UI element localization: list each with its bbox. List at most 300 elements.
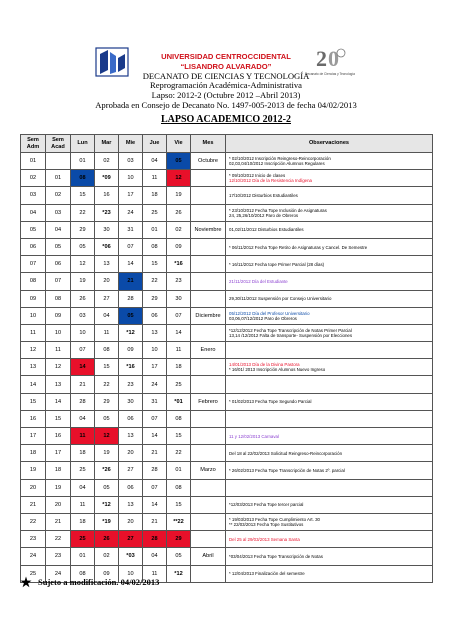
mes-cell xyxy=(191,256,226,273)
day-cell-vie: 07 xyxy=(167,307,191,324)
day-cell-mar: 19 xyxy=(95,445,119,462)
day-cell-vie: *16 xyxy=(167,256,191,273)
day-cell-vie: 19 xyxy=(167,187,191,204)
observation-line: 21/11/2012 Día del Estudiante xyxy=(229,278,288,284)
observaciones-cell xyxy=(226,256,433,273)
sem-adm-cell: 15 xyxy=(21,393,46,410)
day-cell-vie: 26 xyxy=(167,204,191,221)
table-row xyxy=(21,531,433,548)
observation-line: 05/12/2012 Día del Profesor Universitario xyxy=(229,310,310,316)
day-cell-lun: 07 xyxy=(71,342,95,359)
sem-adm-cell: 14 xyxy=(21,376,46,393)
mes-cell: Octubre xyxy=(191,153,226,170)
table-body xyxy=(21,153,433,583)
mes-cell: Diciembre xyxy=(191,307,226,324)
observaciones-cell xyxy=(226,238,433,255)
observaciones-cell xyxy=(226,462,433,479)
mie-header: Mie xyxy=(119,135,143,153)
observaciones-cell xyxy=(226,359,433,376)
mes-cell xyxy=(191,428,226,445)
day-cell-mie: 23 xyxy=(119,376,143,393)
day-cell-jue: 11 xyxy=(143,565,167,582)
star-bullet-icon xyxy=(20,576,32,588)
day-cell-mar: 05 xyxy=(95,410,119,427)
sem-adm-cell: 17 xyxy=(21,428,46,445)
day-cell-jue: 04 xyxy=(143,548,167,565)
day-cell-lun: 08 xyxy=(71,170,95,187)
table-row xyxy=(21,256,433,273)
day-cell-vie: 02 xyxy=(167,221,191,238)
sem-acad-cell: 21 xyxy=(46,513,71,530)
day-cell-lun: 25 xyxy=(71,462,95,479)
mes-cell xyxy=(191,531,226,548)
day-cell-lun: 12 xyxy=(71,256,95,273)
table-row xyxy=(21,324,433,341)
day-cell-jue: 28 xyxy=(143,462,167,479)
mes-cell xyxy=(191,496,226,513)
day-cell-mar: *19 xyxy=(95,513,119,530)
sem-adm-cell: 10 xyxy=(21,307,46,324)
sem-adm-cell: 06 xyxy=(21,238,46,255)
day-cell-mar: 02 xyxy=(95,153,119,170)
observation-line: 13,14 /12/2012 Falta de transporte- Suspensión por Elecciones xyxy=(229,332,353,338)
day-cell-lun: 08 xyxy=(71,565,95,582)
document-header xyxy=(0,0,452,110)
day-cell-mar: 11 xyxy=(95,324,119,341)
sem-adm-cell: 13 xyxy=(21,359,46,376)
table-row xyxy=(21,376,433,393)
day-cell-jue: 15 xyxy=(143,256,167,273)
day-cell-jue: 08 xyxy=(143,238,167,255)
sem-acad-cell: 10 xyxy=(46,324,71,341)
sem-adm-cell: 22 xyxy=(21,513,46,530)
day-cell-mie: 28 xyxy=(119,290,143,307)
observaciones-cell xyxy=(226,513,433,530)
day-cell-jue: 24 xyxy=(143,376,167,393)
day-cell-vie: 14 xyxy=(167,324,191,341)
page-title: LAPSO ACADEMICO 2012-2 xyxy=(160,114,291,125)
table-row xyxy=(21,307,433,324)
day-cell-mie: 17 xyxy=(119,187,143,204)
day-cell-vie: 22 xyxy=(167,445,191,462)
sem-acad-cell: 12 xyxy=(46,359,71,376)
day-cell-lun: 01 xyxy=(71,548,95,565)
observation-line: 29,30/11/2012 Suspensión por Consejo Universitario xyxy=(229,296,332,302)
table-row xyxy=(21,479,433,496)
observation-line: 03,06,07/12/2012 Paro de Obreros xyxy=(229,315,297,321)
observation-line: *12/03/2013 Fecha Tope tercer parcial xyxy=(229,502,304,508)
observation-line: * 16/01/ 2013 Inscripción Alumnos Nuevo Ingreso xyxy=(229,367,326,373)
sem-adm-cell: 01 xyxy=(21,153,46,170)
observation-line: 24, 25,26/10/2012 Paro de Obreros xyxy=(229,212,299,218)
day-cell-mar: *09 xyxy=(95,170,119,187)
observaciones-cell xyxy=(226,342,433,359)
sem-acad-cell xyxy=(46,153,71,170)
day-cell-jue: 21 xyxy=(143,445,167,462)
sem-adm-cell: 20 xyxy=(21,479,46,496)
observation-line: * 26/02/2013 Fecha Tope Transcripción de Notas 2º. parcial xyxy=(229,467,345,473)
day-cell-mar: 12 xyxy=(95,428,119,445)
mes-header: Mes xyxy=(191,135,226,153)
observation-line: 11 y 12/02/2013 Carnaval xyxy=(229,433,279,439)
day-cell-jue: 31 xyxy=(143,393,167,410)
day-cell-vie: 09 xyxy=(167,238,191,255)
day-cell-mie: *03 xyxy=(119,548,143,565)
sem-adm-cell: 19 xyxy=(21,462,46,479)
sem-acad-cell: 09 xyxy=(46,307,71,324)
day-cell-jue: 13 xyxy=(143,324,167,341)
day-cell-mie: 31 xyxy=(119,221,143,238)
day-cell-mar: *23 xyxy=(95,204,119,221)
day-cell-lun: 04 xyxy=(71,410,95,427)
day-cell-jue: 28 xyxy=(143,531,167,548)
day-cell-mie: 07 xyxy=(119,238,143,255)
day-cell-mie: 13 xyxy=(119,428,143,445)
observaciones-cell xyxy=(226,393,433,410)
footer-note xyxy=(20,576,420,590)
observaciones-cell xyxy=(226,324,433,341)
day-cell-jue: 25 xyxy=(143,204,167,221)
logo-right-caption: Decanato de Ciencias y Tecnología xyxy=(305,72,355,76)
day-cell-mie: 27 xyxy=(119,462,143,479)
table-row xyxy=(21,393,433,410)
observaciones-cell xyxy=(226,290,433,307)
observation-line: Del 25 al 29/03/2013 Semana Santa xyxy=(229,536,300,542)
day-cell-mar: 20 xyxy=(95,273,119,290)
sem-acad-cell: 20 xyxy=(46,496,71,513)
day-cell-lun: 10 xyxy=(71,324,95,341)
observaciones-cell xyxy=(226,153,433,170)
day-cell-vie: 23 xyxy=(167,273,191,290)
day-cell-lun: 11 xyxy=(71,496,95,513)
sem-acad-cell: 06 xyxy=(46,256,71,273)
university-name-line2: “LISANDRO ALVARADO” xyxy=(180,61,272,71)
sem-acad-cell: 07 xyxy=(46,273,71,290)
day-cell-vie: 05 xyxy=(167,548,191,565)
day-cell-jue: 10 xyxy=(143,342,167,359)
sem-adm-cell: 04 xyxy=(21,204,46,221)
day-cell-jue: 14 xyxy=(143,496,167,513)
table-row xyxy=(21,204,433,221)
day-cell-vie: *01 xyxy=(167,393,191,410)
day-cell-jue: 04 xyxy=(143,153,167,170)
sem-acad-cell: 22 xyxy=(46,531,71,548)
observation-line: * 12/04/2013 Finalización del semestre xyxy=(229,571,305,577)
day-cell-mie: 14 xyxy=(119,256,143,273)
sem-adm-cell: 08 xyxy=(21,273,46,290)
mes-cell xyxy=(191,445,226,462)
day-cell-lun: 04 xyxy=(71,479,95,496)
university-name: UNIVERSIDAD CENTROCCIDENTAL xyxy=(161,52,291,61)
observaciones-cell xyxy=(226,496,433,513)
mes-cell xyxy=(191,290,226,307)
observation-line: *03/04/2013 Fecha Tope Transcripción de Notas xyxy=(229,553,323,559)
sem-acad-cell: 11 xyxy=(46,342,71,359)
day-cell-lun: 21 xyxy=(71,376,95,393)
sem-acad-header: Sem Acad xyxy=(46,135,71,153)
mes-cell xyxy=(191,204,226,221)
day-cell-vie: 01 xyxy=(167,462,191,479)
mes-cell xyxy=(191,324,226,341)
sem-adm-cell: 05 xyxy=(21,221,46,238)
lapso-line: Lapso: 2012-2 (Octubre 2012 –Abril 2013) xyxy=(151,90,301,101)
day-cell-mie: 27 xyxy=(119,531,143,548)
dean-office: DECANATO DE CIENCIAS Y TECNOLOGÍA xyxy=(142,70,310,81)
day-cell-jue: 29 xyxy=(143,290,167,307)
day-cell-vie: **22 xyxy=(167,513,191,530)
observaciones-cell xyxy=(226,273,433,290)
day-cell-vie: 29 xyxy=(167,531,191,548)
observaciones-cell xyxy=(226,170,433,187)
table-row xyxy=(21,548,433,565)
document-subtitle: Reprogramación Académica-Administrativa xyxy=(149,80,302,91)
observaciones-cell xyxy=(226,221,433,238)
mes-cell: Noviembre xyxy=(191,221,226,238)
observation-line: * 19/03/2013 Fecha Tope Cumplimiento Art. 30 xyxy=(229,517,320,523)
day-cell-mar: 05 xyxy=(95,479,119,496)
day-cell-vie: 15 xyxy=(167,496,191,513)
sem-adm-cell: 16 xyxy=(21,410,46,427)
day-cell-mie: 30 xyxy=(119,393,143,410)
sem-acad-cell: 18 xyxy=(46,462,71,479)
table-row xyxy=(21,273,433,290)
sem-acad-cell: 05 xyxy=(46,238,71,255)
observaciones-cell xyxy=(226,410,433,427)
sem-acad-cell: 13 xyxy=(46,376,71,393)
footer-text: Sujeto a modificación. 04/02/2013 xyxy=(38,577,160,587)
mes-cell: Marzo xyxy=(191,462,226,479)
academic-calendar-table xyxy=(20,134,433,583)
day-cell-mar: 27 xyxy=(95,290,119,307)
day-cell-vie: 08 xyxy=(167,410,191,427)
day-cell-lun: 14 xyxy=(71,359,95,376)
mes-cell xyxy=(191,187,226,204)
day-cell-lun: 03 xyxy=(71,307,95,324)
mes-cell: Enero xyxy=(191,342,226,359)
sem-acad-cell: 14 xyxy=(46,393,71,410)
sem-adm-cell: 23 xyxy=(21,531,46,548)
sem-adm-cell: 02 xyxy=(21,170,46,187)
observation-line: * 16/11/2012 Fecha tope Primer Parcial (28 días) xyxy=(229,261,325,267)
observation-line: 17/10/2012 Disturbios Estudiantiles xyxy=(229,192,298,198)
observation-line: 14/01/2013 Día de la Divina Pastora xyxy=(229,362,300,368)
table-row xyxy=(21,290,433,307)
table-row xyxy=(21,462,433,479)
day-cell-mar: 30 xyxy=(95,221,119,238)
table-row xyxy=(21,170,433,187)
day-cell-lun: 01 xyxy=(71,153,95,170)
mes-cell: Abril xyxy=(191,548,226,565)
day-cell-mie: 24 xyxy=(119,204,143,221)
sem-adm-cell: 24 xyxy=(21,548,46,565)
mes-cell xyxy=(191,273,226,290)
day-cell-mar: 02 xyxy=(95,548,119,565)
approval-line: Aprobada en Consejo de Decanato No. 1497-005-2013 de fecha 04/02/2013 xyxy=(95,99,357,110)
mes-cell xyxy=(191,479,226,496)
observation-line: * 23/10/2012 Fecha Tope Inclusión de Asignaturas xyxy=(229,207,327,213)
svg-text:2: 2 xyxy=(316,46,327,71)
observation-line: ** 22/03/2013 Fecha Tope Sustitutivos xyxy=(229,522,304,528)
table-header-row xyxy=(21,135,433,153)
observation-line: * 02/10/2012 Inscripción Reingreso-Reincorporación xyxy=(229,156,331,162)
day-cell-lun: 26 xyxy=(71,290,95,307)
mes-cell xyxy=(191,238,226,255)
day-cell-mie: 20 xyxy=(119,445,143,462)
day-cell-vie: 08 xyxy=(167,479,191,496)
day-cell-vie: 15 xyxy=(167,428,191,445)
table-row xyxy=(21,445,433,462)
sem-adm-cell: 09 xyxy=(21,290,46,307)
table-row xyxy=(21,496,433,513)
sem-acad-cell: 16 xyxy=(46,428,71,445)
observaciones-cell xyxy=(226,548,433,565)
sem-acad-cell: 24 xyxy=(46,565,71,582)
day-cell-mie: 09 xyxy=(119,342,143,359)
mes-cell xyxy=(191,170,226,187)
day-cell-mar: 29 xyxy=(95,393,119,410)
observaciones-cell xyxy=(226,479,433,496)
day-cell-vie: 25 xyxy=(167,376,191,393)
sem-acad-cell: 01 xyxy=(46,170,71,187)
day-cell-vie: 18 xyxy=(167,359,191,376)
mes-cell xyxy=(191,376,226,393)
sem-adm-cell: 07 xyxy=(21,256,46,273)
observation-line: * 09/10/2012 Inicio de clases xyxy=(229,173,286,179)
mes-cell xyxy=(191,410,226,427)
day-cell-jue: 11 xyxy=(143,170,167,187)
observation-line: Del 18 al 22/02/2013 Solicitud Reingreso-Reincorporación xyxy=(229,450,343,456)
sem-acad-cell: 08 xyxy=(46,290,71,307)
jue-header: Jue xyxy=(143,135,167,153)
day-cell-mar: 16 xyxy=(95,187,119,204)
sem-adm-cell: 21 xyxy=(21,496,46,513)
day-cell-vie: 05 xyxy=(167,153,191,170)
day-cell-mar: 09 xyxy=(95,565,119,582)
sem-acad-cell: 03 xyxy=(46,204,71,221)
vie-header: Vie xyxy=(167,135,191,153)
sem-acad-cell: 17 xyxy=(46,445,71,462)
day-cell-lun: 11 xyxy=(71,428,95,445)
mes-cell xyxy=(191,359,226,376)
day-cell-mie: *16 xyxy=(119,359,143,376)
day-cell-lun: 18 xyxy=(71,445,95,462)
day-cell-lun: 15 xyxy=(71,187,95,204)
day-cell-mar: 22 xyxy=(95,376,119,393)
observation-line: 12/10/2012 Día de la Resistencia Indígena xyxy=(229,178,312,184)
observation-line: 02,03,04/10/2012 Inscripción Alumnos Regulares xyxy=(229,161,325,167)
observation-line: *12/12/2012 Fecha Tope Transcripción de Notas Primer Parcial xyxy=(229,327,352,333)
observaciones-cell xyxy=(226,428,433,445)
observaciones-cell xyxy=(226,445,433,462)
day-cell-mar: 15 xyxy=(95,359,119,376)
lun-header: Lun xyxy=(71,135,95,153)
day-cell-mar: 08 xyxy=(95,342,119,359)
day-cell-mie: 20 xyxy=(119,513,143,530)
day-cell-mar: 04 xyxy=(95,307,119,324)
svg-text:0: 0 xyxy=(328,46,339,71)
day-cell-jue: 17 xyxy=(143,359,167,376)
day-cell-mar: *06 xyxy=(95,238,119,255)
observation-line: 01,02/11/2012 Disturbios Estudiantiles xyxy=(229,227,304,233)
day-cell-jue: 06 xyxy=(143,307,167,324)
day-cell-lun: 18 xyxy=(71,513,95,530)
table-row xyxy=(21,428,433,445)
day-cell-vie: *12 xyxy=(167,565,191,582)
day-cell-lun: 05 xyxy=(71,238,95,255)
observaciones-cell xyxy=(226,307,433,324)
observaciones-header: Observaciones xyxy=(226,135,433,153)
day-cell-mar: 26 xyxy=(95,531,119,548)
day-cell-jue: 21 xyxy=(143,513,167,530)
day-cell-jue: 01 xyxy=(143,221,167,238)
day-cell-vie: 11 xyxy=(167,342,191,359)
sem-acad-cell: 02 xyxy=(46,187,71,204)
table-row xyxy=(21,238,433,255)
day-cell-mie: *12 xyxy=(119,324,143,341)
day-cell-mar: *12 xyxy=(95,496,119,513)
day-cell-vie: 12 xyxy=(167,170,191,187)
table-row xyxy=(21,359,433,376)
observaciones-cell xyxy=(226,376,433,393)
sem-adm-cell: 11 xyxy=(21,324,46,341)
mes-cell: Febrero xyxy=(191,393,226,410)
observaciones-cell xyxy=(226,531,433,548)
day-cell-lun: 25 xyxy=(71,531,95,548)
day-cell-jue: 22 xyxy=(143,273,167,290)
day-cell-lun: 19 xyxy=(71,273,95,290)
table-row xyxy=(21,513,433,530)
day-cell-mie: 10 xyxy=(119,565,143,582)
day-cell-mie: 13 xyxy=(119,496,143,513)
day-cell-mie: 05 xyxy=(119,307,143,324)
day-cell-mie: 06 xyxy=(119,410,143,427)
day-cell-jue: 07 xyxy=(143,479,167,496)
day-cell-mie: 03 xyxy=(119,153,143,170)
table-row xyxy=(21,342,433,359)
day-cell-jue: 14 xyxy=(143,428,167,445)
table-row xyxy=(21,187,433,204)
sem-adm-cell: 03 xyxy=(21,187,46,204)
table-row xyxy=(21,153,433,170)
observation-line: * 01/02/2013 Fecha Tope Segundo Parcial xyxy=(229,399,312,405)
table-row xyxy=(21,410,433,427)
day-cell-vie: 30 xyxy=(167,290,191,307)
day-cell-mar: *26 xyxy=(95,462,119,479)
sem-acad-cell: 15 xyxy=(46,410,71,427)
sem-adm-cell: 12 xyxy=(21,342,46,359)
sem-adm-cell: 25 xyxy=(21,565,46,582)
observation-line: * 06/11/2012 Fecha Tope Retiro de Asignaturas y Cancel. De Semestre xyxy=(229,244,368,250)
mes-cell xyxy=(191,513,226,530)
table-row xyxy=(21,221,433,238)
observaciones-cell xyxy=(226,187,433,204)
day-cell-mie: 06 xyxy=(119,479,143,496)
day-cell-mar: 13 xyxy=(95,256,119,273)
day-cell-jue: 18 xyxy=(143,187,167,204)
day-cell-jue: 07 xyxy=(143,410,167,427)
day-cell-mie: 21 xyxy=(119,273,143,290)
sem-adm-header: Sem Adm xyxy=(21,135,46,153)
day-cell-lun: 29 xyxy=(71,221,95,238)
day-cell-lun: 28 xyxy=(71,393,95,410)
sem-acad-cell: 04 xyxy=(46,221,71,238)
mar-header: Mar xyxy=(95,135,119,153)
observaciones-cell xyxy=(226,204,433,221)
sem-adm-cell: 18 xyxy=(21,445,46,462)
day-cell-lun: 22 xyxy=(71,204,95,221)
sem-acad-cell: 23 xyxy=(46,548,71,565)
sem-acad-cell: 19 xyxy=(46,479,71,496)
